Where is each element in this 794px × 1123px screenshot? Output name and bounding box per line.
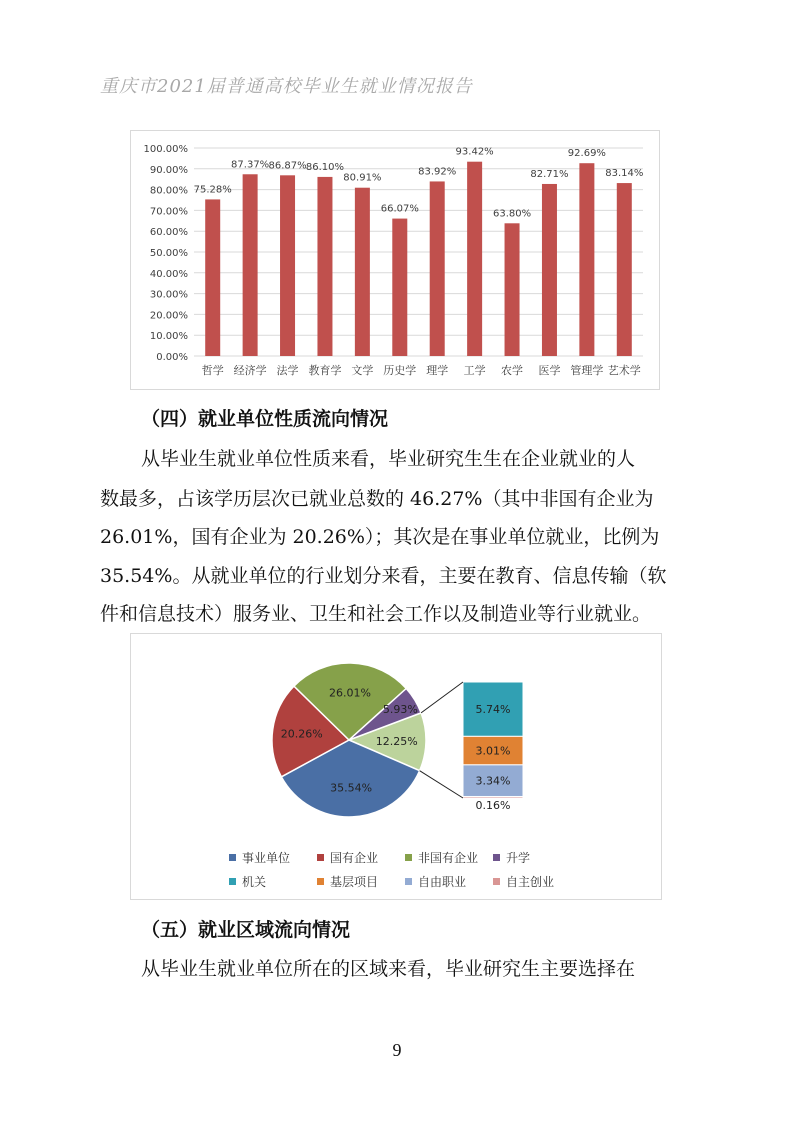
breakdown-segment — [463, 796, 523, 798]
y-tick-label: 30.00% — [149, 289, 188, 301]
legend-item — [405, 849, 493, 866]
y-tick-label: 0.00% — [156, 352, 188, 363]
data-label: 75.28% — [193, 184, 232, 196]
y-tick-label: 40.00% — [149, 268, 188, 280]
bar — [392, 219, 407, 356]
paragraph-line: 件和信息技术）服务业、卫生和社会工作以及制造业等行业就业。 — [100, 603, 652, 625]
bar — [579, 163, 594, 356]
bar — [243, 174, 258, 356]
legend-item — [317, 873, 405, 890]
x-tick-label: 管理学 — [570, 364, 604, 377]
x-tick-label: 教育学 — [308, 364, 342, 377]
y-tick-label: 50.00% — [149, 248, 188, 259]
legend-label: 机关 — [242, 874, 267, 889]
legend-label: 事业单位 — [242, 850, 291, 865]
x-tick-label: 医学 — [538, 364, 561, 377]
x-tick-label: 工学 — [463, 364, 486, 377]
legend-label: 自主创业 — [506, 874, 555, 889]
legend-swatch — [405, 854, 412, 861]
bar — [205, 199, 220, 356]
data-label: 83.92% — [418, 166, 457, 178]
data-label: 82.71% — [530, 168, 569, 180]
legend-label: 国有企业 — [330, 850, 379, 865]
legend-item — [317, 849, 405, 866]
data-label: 66.07% — [380, 203, 419, 215]
pie-label: 35.54% — [330, 781, 373, 795]
legend-swatch — [229, 878, 236, 885]
legend-swatch — [317, 878, 324, 885]
breakdown-label: 3.01% — [475, 744, 511, 758]
legend-swatch — [405, 878, 412, 885]
bar-chart-frame — [130, 130, 660, 390]
breakdown-label: 0.16% — [475, 799, 511, 812]
paragraph-line: 35.54%。从就业单位的行业划分来看，主要在教育、信息传输（软 — [100, 565, 667, 587]
data-label: 87.37% — [231, 159, 270, 171]
legend-item — [405, 873, 493, 890]
breakdown-label: 5.74% — [475, 703, 511, 717]
y-tick-label: 100.00% — [143, 144, 188, 155]
x-tick-label: 文学 — [351, 364, 374, 377]
y-tick-label: 70.00% — [149, 206, 188, 218]
data-label: 86.87% — [268, 160, 307, 172]
connector-line — [421, 682, 463, 713]
section-heading-5: （五）就业区域流向情况 — [141, 919, 351, 941]
legend-label: 自由职业 — [418, 874, 467, 889]
legend-swatch — [317, 854, 324, 861]
y-tick-label: 80.00% — [149, 185, 188, 197]
bar — [617, 183, 632, 356]
x-tick-label: 农学 — [501, 364, 524, 377]
data-label: 86.10% — [305, 161, 345, 173]
paragraph-line: 数最多，占该学历层次已就业总数的 46.27%（其中非国有企业为 — [100, 488, 654, 510]
paragraph-line: 从毕业生就业单位性质来看，毕业研究生生在企业就业的人 — [141, 448, 636, 470]
pie-legend — [229, 845, 589, 893]
page-number: 9 — [392, 1040, 402, 1060]
legend-item — [493, 873, 581, 890]
x-tick-label: 历史学 — [383, 364, 417, 377]
x-tick-label: 理学 — [426, 364, 449, 377]
legend-swatch — [493, 854, 500, 861]
bar — [542, 184, 557, 356]
legend-item — [493, 849, 581, 866]
pie-chart — [131, 634, 661, 834]
x-tick-label: 法学 — [276, 364, 299, 377]
bar — [280, 175, 295, 356]
paragraph-line: 26.01%，国有企业为 20.26%）；其次是在事业单位就业，比例为 — [100, 526, 660, 548]
paragraph-line: 从毕业生就业单位所在的区域来看，毕业研究生主要选择在 — [141, 958, 636, 980]
data-label: 93.42% — [455, 146, 494, 158]
bar-chart — [131, 131, 659, 389]
x-tick-label: 哲学 — [201, 364, 224, 377]
running-header: 重庆市2021届普通高校毕业生就业情况报告 — [100, 76, 473, 97]
x-tick-label: 经济学 — [233, 364, 267, 377]
y-tick-label: 60.00% — [149, 227, 188, 239]
pie-label: 20.26% — [280, 727, 323, 741]
x-tick-label: 艺术学 — [607, 364, 641, 377]
legend-label: 非国有企业 — [418, 850, 479, 865]
pie-label: 5.93% — [382, 702, 418, 716]
section-heading-4: （四）就业单位性质流向情况 — [141, 408, 389, 430]
legend-swatch — [493, 878, 500, 885]
data-label: 92.69% — [567, 148, 606, 160]
legend-item — [229, 873, 317, 890]
y-tick-label: 90.00% — [149, 164, 188, 176]
data-label: 63.80% — [492, 208, 532, 220]
breakdown-label: 3.34% — [475, 774, 511, 788]
legend-label: 升学 — [506, 850, 531, 865]
y-tick-label: 10.00% — [149, 331, 188, 343]
bar — [317, 177, 332, 356]
y-tick-label: 20.00% — [149, 310, 188, 322]
data-label: 80.91% — [343, 172, 382, 184]
pie-label: 26.01% — [329, 686, 371, 700]
connector-line — [420, 771, 463, 798]
bar — [430, 181, 445, 356]
bar — [355, 188, 370, 356]
pie-label: 12.25% — [375, 735, 418, 749]
legend-label: 基层项目 — [330, 874, 379, 889]
data-label: 83.14% — [605, 168, 644, 180]
bar — [467, 162, 482, 356]
legend-item — [229, 849, 317, 866]
bar — [505, 223, 520, 356]
pie-chart-frame — [130, 633, 662, 900]
legend-swatch — [229, 854, 236, 861]
